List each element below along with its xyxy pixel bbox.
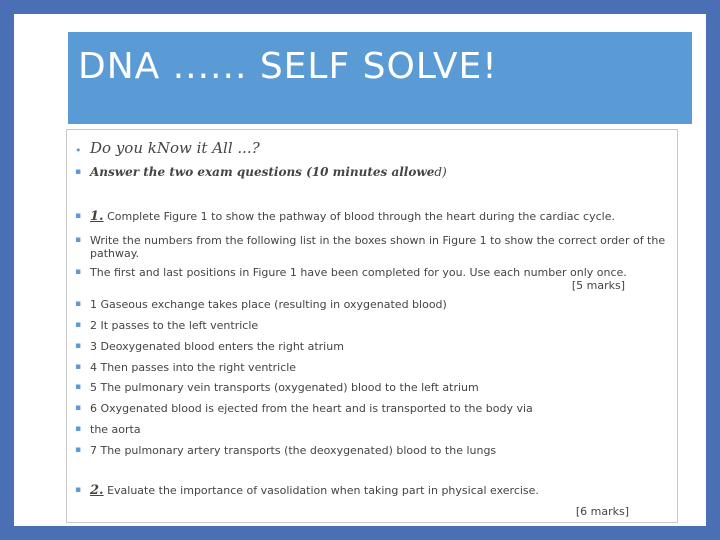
list-item-text: 3 Deoxygenated blood enters the right atrium [90, 340, 344, 353]
q1-line3: The first and last positions in Figure 1 have been completed for you. Use each number only once. [90, 266, 627, 279]
q2-number: 2. [90, 483, 104, 498]
q1-text-wrap [90, 210, 669, 223]
bullet-icon: • [75, 144, 82, 157]
heading-text: Do you kNow it All ...? [90, 139, 260, 157]
list-item-text: 4 Then passes into the right ventricle [90, 361, 297, 374]
list-item-text: 5 The pulmonary vein transports (oxygenated) blood to the left atrium [90, 381, 479, 394]
list-item-text: 6 Oxygenated blood is ejected from the heart and is transported to the body via [90, 402, 533, 415]
bullet-icon: ▪ [75, 382, 82, 392]
bullet-icon: ▪ [75, 485, 82, 495]
q2-text-wrap [90, 484, 669, 497]
q1-line2: Write the numbers from the following list in the boxes shown in Figure 1 to show the correct order of the pathway. [90, 234, 666, 260]
instruction-text [90, 166, 669, 179]
title-band [68, 32, 692, 124]
q2-text: Evaluate the importance of vasolidation when taking part in physical exercise. [107, 484, 539, 497]
bullet-icon: ▪ [75, 299, 82, 309]
bullet-icon: ▪ [75, 167, 82, 177]
q2-marks-item [75, 505, 629, 518]
bullet-icon: ▪ [75, 320, 82, 330]
slide-title: DNA ...... SELF SOLVE! [78, 46, 498, 87]
list-item-text: 7 The pulmonary artery transports (the deoxygenated) blood to the lungs [90, 444, 497, 457]
list-item-text: the aorta [90, 423, 141, 436]
bullet-icon: ▪ [75, 424, 82, 434]
instruction-bold: Answer the two exam questions (10 minutes allowe [90, 165, 435, 179]
slide [14, 14, 706, 526]
bullet-icon: ▪ [75, 403, 82, 413]
bullet-icon: ▪ [75, 235, 82, 245]
bullet-icon: ▪ [75, 341, 82, 351]
bullet-icon: ▪ [75, 267, 82, 277]
q1-line3-wrap [90, 266, 669, 292]
q1-text: Complete Figure 1 to show the pathway of blood through the heart during the cardiac cycle. [107, 210, 615, 223]
q1-number: 1. [90, 209, 104, 224]
content-box [66, 129, 678, 523]
bullet-icon: ▪ [75, 445, 82, 455]
q1-marks: [5 marks] [571, 279, 625, 292]
bullet-icon: ▪ [75, 362, 82, 372]
instruction-tail: d) [434, 165, 447, 179]
list-item-text: 2 It passes to the left ventricle [90, 319, 259, 332]
bullet-icon: ▪ [75, 211, 82, 221]
q2-marks: [6 marks] [575, 505, 629, 518]
list-item-text: 1 Gaseous exchange takes place (resulting in oxygenated blood) [90, 298, 447, 311]
